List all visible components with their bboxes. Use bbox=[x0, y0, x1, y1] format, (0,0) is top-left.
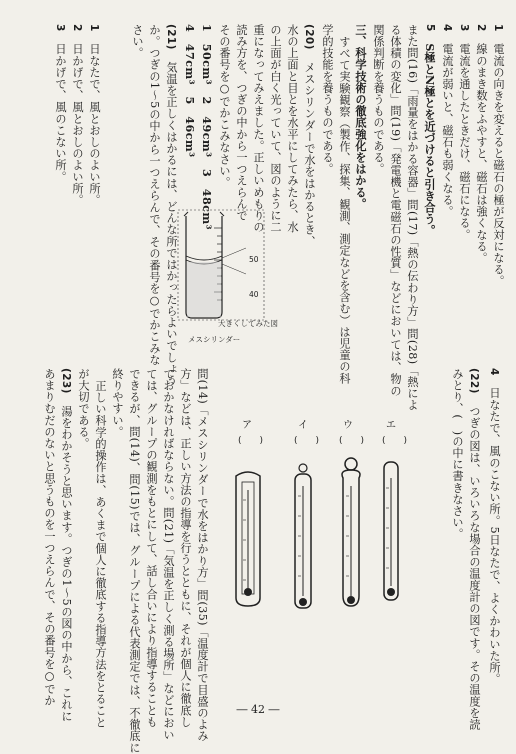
question-21-line: か。つぎの1〜5の中から一つえらんで、その番号を○でかこみな bbox=[148, 24, 161, 366]
thermometer-e bbox=[378, 458, 404, 608]
section-three bbox=[319, 24, 369, 384]
question-23 bbox=[41, 368, 74, 722]
question-21-options bbox=[52, 24, 102, 206]
page-number: ― 42 ― bbox=[236, 703, 280, 716]
thermometer-answer-blank: ( ) bbox=[339, 436, 365, 446]
list-item: 4 日なたで、風のこない所。5日なたで、よくかわいた所。 bbox=[488, 368, 501, 685]
paragraph-line: 正しい科学的操作は、あくまで個人に徹底する指導方法をとること bbox=[94, 380, 107, 728]
question-20-line: 水の上面と目とを水平にしてみたら、水 bbox=[286, 24, 299, 233]
paragraph-line: また問(16)「雨量をはかる容器」問(17)「熱の伝わり方」問(28)「熱によ bbox=[406, 24, 419, 411]
paragraph-line: 関係判断を養うものである。 bbox=[372, 24, 385, 175]
question-22-line: みとり、( )の中に書きなさい。 bbox=[451, 368, 464, 540]
paragraph-line: ては、グループの観測をもとにして、話し合いにより指導することも bbox=[145, 368, 158, 728]
paragraph-line: できるが、問(14)、問(15)では、グループによる代表測定では、不徹底に bbox=[128, 368, 141, 754]
thermometer-a bbox=[228, 470, 268, 610]
thermometer-label: ア bbox=[242, 420, 252, 431]
cylinder-label: メスシリンダー bbox=[188, 335, 241, 344]
question-20-line: その番号を○でかこみなさい。 bbox=[218, 24, 231, 189]
question-20-choice: 4 47cm³ 5 46cm³ bbox=[183, 24, 197, 158]
cylinder-scale-label: 50 bbox=[249, 255, 259, 264]
list-item: 4 電流が弱いと、磁石も弱くなる。 bbox=[441, 24, 454, 218]
cylinder-scale-label: 40 bbox=[249, 290, 259, 299]
cylinder-caption: 大きくしてみた図 bbox=[218, 319, 278, 328]
list-item: 3 電流を通したときだけ、磁石になる。 bbox=[458, 24, 471, 241]
left-item-4 bbox=[486, 368, 502, 685]
thermometer-answer-blank: ( ) bbox=[294, 436, 320, 446]
thermometer-u bbox=[336, 456, 366, 618]
paragraph-related-questions bbox=[370, 24, 420, 411]
question-20-line: 読み方を、つぎの中から一つえらんで bbox=[235, 24, 248, 222]
thermometer-label: イ bbox=[298, 420, 308, 431]
section-body-line: すべて実験観察（製作、探集、観測、測定などを含む）は児童の科 bbox=[338, 36, 351, 384]
question-21 bbox=[129, 24, 179, 386]
paragraph-line: 問(14)「メスシリンダーで水をはかり方」問(35)「温度計で目盛のよみ bbox=[196, 368, 209, 742]
question-22 bbox=[449, 368, 482, 730]
section-heading: 三、科学技術の徹底強化をはかる。 bbox=[354, 24, 368, 210]
list-item: 1 電流の向きを変えると磁石の極が反対になる。 bbox=[492, 24, 505, 287]
thermometer-answer-blank: ( ) bbox=[382, 436, 408, 446]
paragraph-line: 終りやすい。 bbox=[111, 368, 124, 438]
paragraph-line: 方」などは、正しい方法の指導を行うとともに、それが個人に徹底し bbox=[179, 368, 192, 728]
thermometer-label: ウ bbox=[343, 420, 353, 431]
question-22-line: (22) つぎの図は、いろいろな場合の温度計の図です。その温度を読 bbox=[468, 368, 481, 731]
question-21-line: (21) 気温を正しくはかるには、どんな所ではかったらよいでしょう bbox=[165, 24, 178, 387]
paragraph-line: が大切である。 bbox=[77, 368, 90, 450]
question-20-line: 重になってみえました。正しいめもりの bbox=[252, 24, 265, 233]
paragraph-line: る体積の変化」問(19)「発電機と電磁石の性質」などにおいては、物の bbox=[389, 24, 402, 397]
left-paragraph bbox=[75, 368, 210, 754]
question-20-line: (20) メスシリンダーで水をはかるとき、 bbox=[303, 24, 316, 248]
thermometer-label: エ bbox=[386, 420, 396, 431]
list-item: 3 日かげで、風のこない所。 bbox=[54, 24, 67, 183]
question-20-choice: 1 50cm³ 2 49cm³ 3 48cm³ bbox=[200, 24, 214, 230]
list-item: 2 線のまき数をふやすと、磁石は強くなる。 bbox=[475, 24, 488, 264]
question-23-line: (23) 湯をわかそうと思います。つぎの1〜5の図の中から、これに bbox=[60, 368, 73, 723]
section-body-line: 学的技能を養うものである。 bbox=[321, 24, 334, 175]
thermometer-i bbox=[290, 462, 316, 618]
right-list bbox=[422, 24, 506, 287]
paragraph-line: ておかなければならない。問(21)「気温を正しく測る場所」などにおい bbox=[162, 368, 175, 741]
list-item: 2 日かげで、風とおしのよい所。 bbox=[71, 24, 84, 206]
thermometer-answer-blank: ( ) bbox=[238, 436, 264, 446]
question-21-line: さい。 bbox=[131, 24, 144, 59]
question-23-line: あまりむだのないと思うものを一つえらんで、その番号を○でか bbox=[43, 368, 56, 707]
question-20-line: の上面が白く光っていて、図のように二 bbox=[269, 24, 282, 233]
list-item: 5 S極とN極とを近づけると引き合う。 bbox=[423, 24, 437, 237]
list-item: 1 日なたで、風とおしのよい所。 bbox=[88, 24, 101, 206]
